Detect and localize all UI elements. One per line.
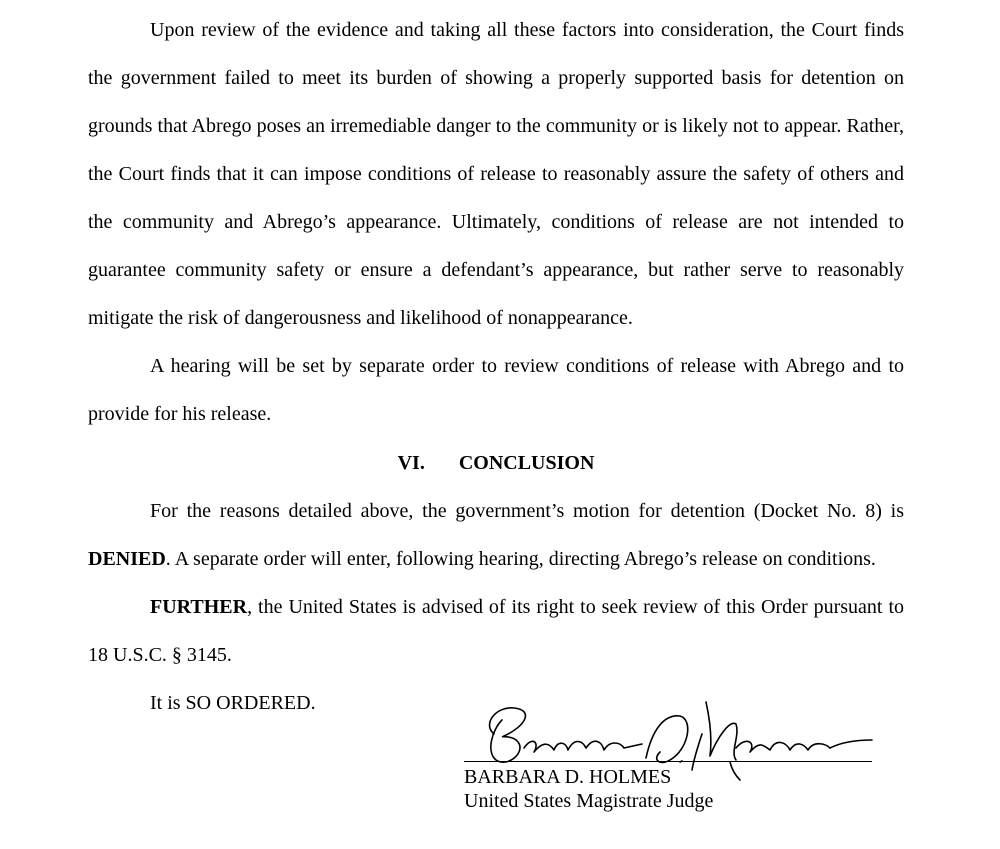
signature-stroke-arbara xyxy=(524,741,642,752)
further-paragraph xyxy=(88,583,904,679)
judge-title: United States Magistrate Judge xyxy=(464,790,714,812)
denied-bold-text: DENIED xyxy=(88,548,166,570)
section-heading xyxy=(88,439,904,487)
signature-stroke-olmes xyxy=(736,740,872,752)
findings-paragraph: Upon review of the evidence and taking all these factors into consideration, the Court finds the government failed to meet its burden of showing a properly supported basis for detention on grounds that Abrego poses an irremediable danger to the community or is likely not to appear. Rather, the Court finds that it can impose conditions of release to reasonably assure the safety of others and the community and Abrego’s appearance. Ultimately, conditions of release are not intended to guarantee community safety or ensure a defendant’s appearance, but rather serve to reasonably mitigate the risk of dangerousness and likelihood of nonappearance. xyxy=(88,19,904,329)
denied-rest-text: . A separate order will enter, following hearing, directing Abrego’s release on conditions. xyxy=(165,548,876,570)
signature-stroke-d xyxy=(646,716,688,763)
so-ordered-line: It is SO ORDERED. xyxy=(150,692,316,714)
denied-lead-text: For the reasons detailed above, the government’s motion for detention (Docket No. 8) is xyxy=(150,500,904,522)
further-bold-text: FURTHER xyxy=(150,596,248,618)
denied-paragraph xyxy=(88,487,904,583)
section-title: CONCLUSION xyxy=(458,452,595,474)
hearing-paragraph: A hearing will be set by separate order to review conditions of release with Abrego and to provide for his release. xyxy=(88,355,904,425)
signature-stroke-tail xyxy=(730,762,740,780)
judge-name: BARBARA D. HOLMES xyxy=(464,766,672,788)
signature-stroke-h xyxy=(692,702,737,770)
section-number: VI. xyxy=(397,452,425,474)
signature-stroke-b xyxy=(490,708,526,762)
further-rest-text: , the United States is advised of its right to seek review of this Order pursuant to 18 U.S.C. § 3145. xyxy=(88,596,904,666)
signature-line xyxy=(464,761,872,762)
signature-block xyxy=(464,690,874,820)
